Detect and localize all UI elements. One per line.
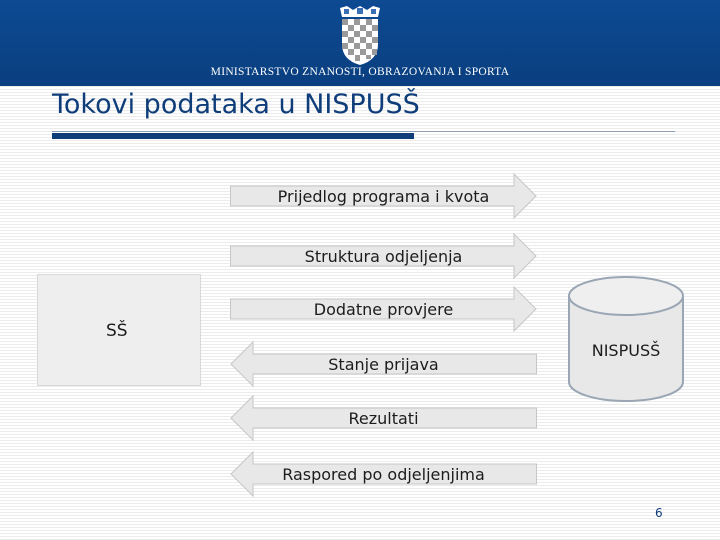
flow-label: Dodatne provjere	[313, 299, 454, 319]
flow-arrow-left	[230, 450, 537, 498]
flow-label: Prijedlog programa i kvota	[277, 186, 490, 206]
flow-arrow-right	[230, 285, 537, 333]
slide-title: Tokovi podataka u NISPUSŠ	[52, 89, 420, 120]
flow-label: Struktura odjeljenja	[304, 246, 463, 266]
flow-label: Rezultati	[348, 408, 419, 428]
ministry-name: MINISTARSTVO ZNANOSTI, OBRAZOVANJA I SPORTA	[210, 66, 510, 78]
flow-arrow-left	[230, 340, 537, 388]
database-label: NISPUSŠ	[591, 341, 661, 360]
flow-label: Raspored po odjeljenjima	[282, 464, 485, 484]
coat-of-arms-icon	[336, 4, 384, 66]
flow-arrow-left	[230, 394, 537, 442]
source-school-label: SŠ	[106, 321, 128, 341]
page-number: 6	[655, 506, 663, 520]
header-banner	[0, 0, 720, 86]
nispuss-database	[567, 275, 685, 403]
source-school-box	[37, 274, 201, 386]
database-cylinder-icon	[567, 275, 685, 403]
title-accent-bar	[52, 133, 414, 139]
flow-arrow-right	[230, 232, 537, 280]
title-underline	[52, 131, 675, 132]
flow-label: Stanje prijava	[328, 354, 439, 374]
flow-arrow-right	[230, 172, 537, 220]
